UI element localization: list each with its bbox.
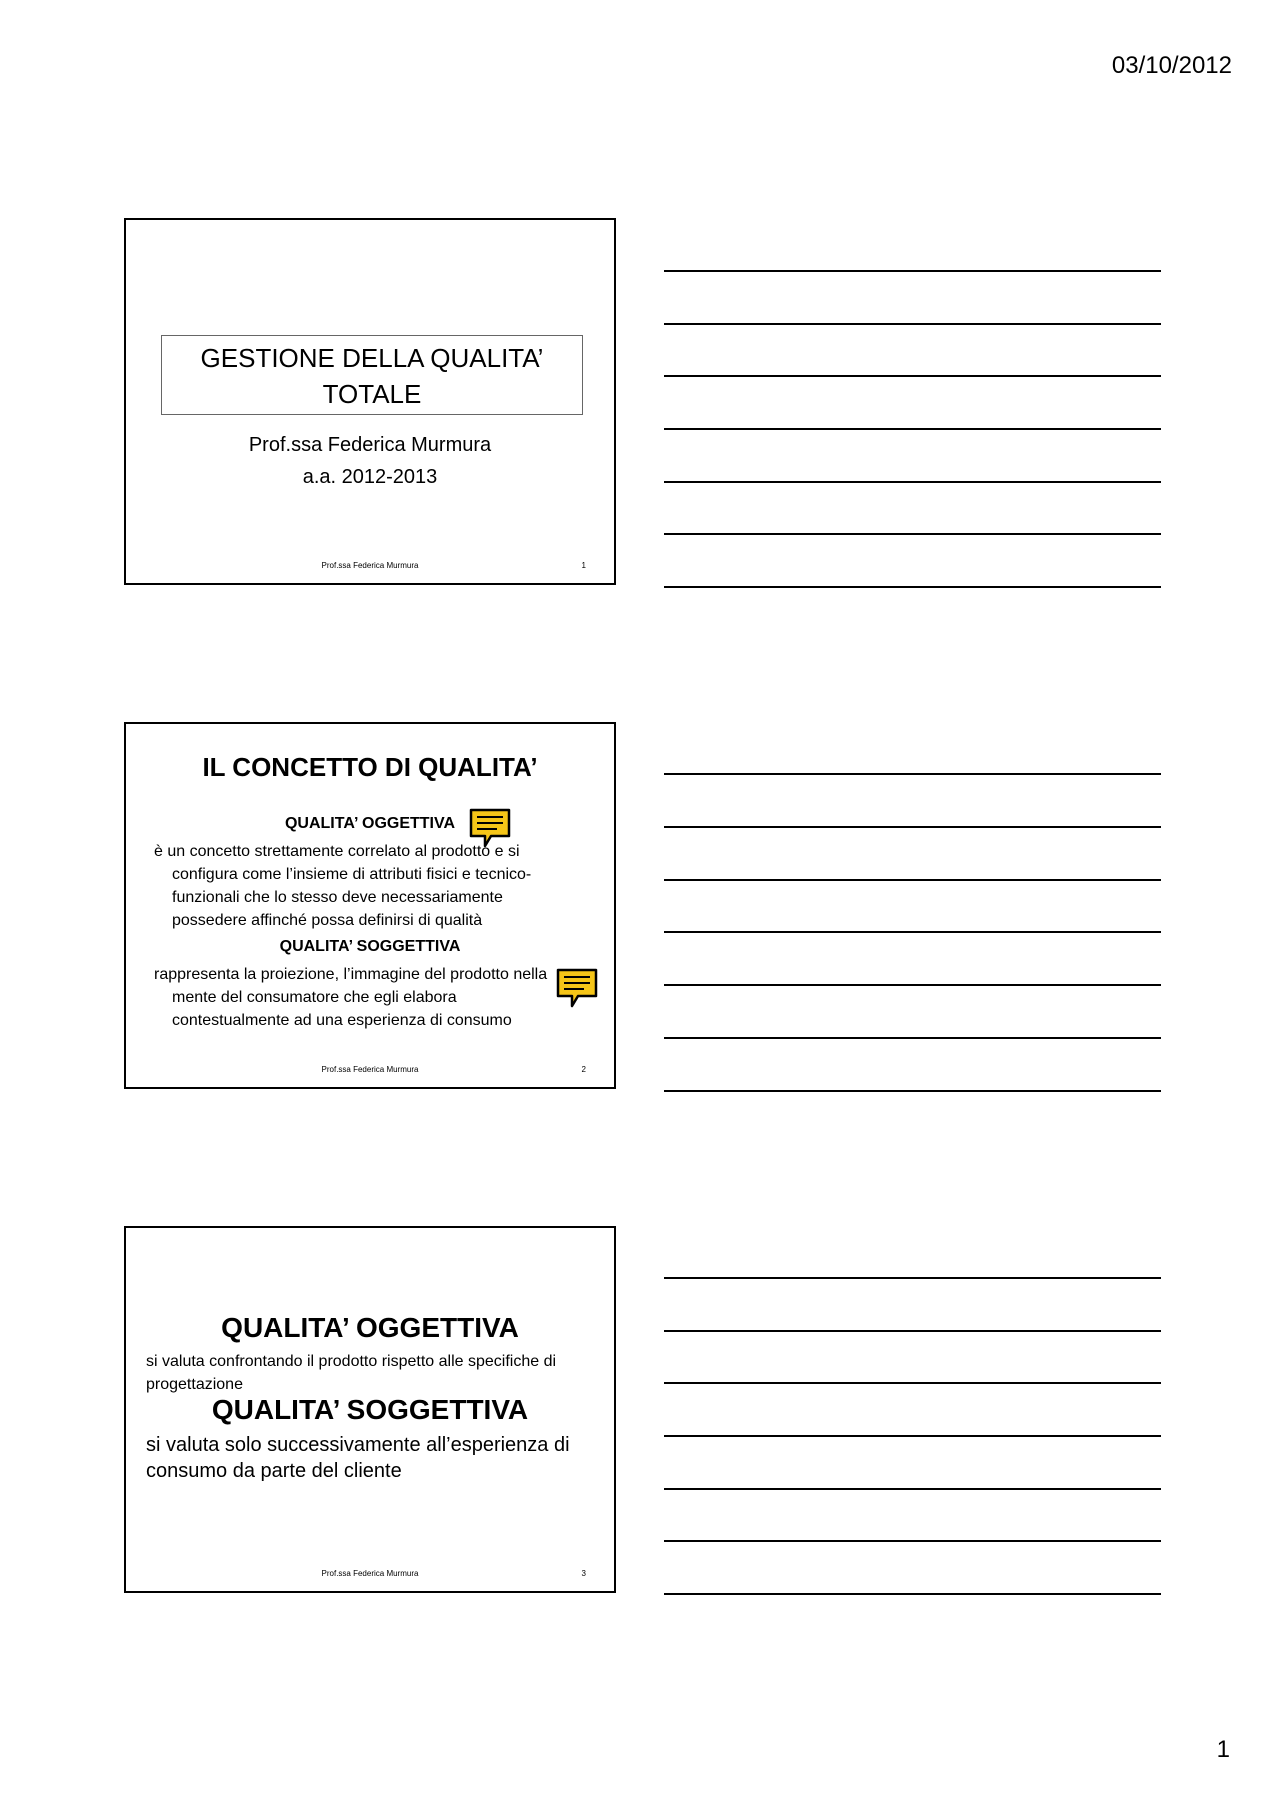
note-line <box>664 586 1161 588</box>
subjective-quality-text: rappresenta la proiezione, l’immagine del prodotto nella mente del consumatore che egli elabora contestualmente ad una esperienza di consumo <box>154 966 548 1029</box>
heading-objective-quality: QUALITA’ OGGETTIVA <box>221 1312 519 1343</box>
note-line <box>664 1593 1161 1595</box>
slide-academic-year: a.a. 2012-2013 <box>302 466 438 488</box>
note-line <box>664 1330 1161 1332</box>
footer-author: Prof.ssa Federica Murmura <box>321 561 419 570</box>
note-line <box>664 1488 1161 1490</box>
comment-note-icon[interactable] <box>554 966 600 1012</box>
heading-subjective-quality: QUALITA’ SOGGETTIVA <box>211 1394 529 1425</box>
heading-objective-quality: QUALITA’ OGGETTIVA <box>284 815 456 832</box>
footer-author: Prof.ssa Federica Murmura <box>321 1569 419 1578</box>
slide-footer <box>126 1065 614 1077</box>
note-line <box>664 270 1161 272</box>
note-line <box>664 323 1161 325</box>
slide-title: IL CONCETTO DI QUALITA’ <box>202 752 538 782</box>
note-line <box>664 1037 1161 1039</box>
note-line <box>664 879 1161 881</box>
objective-quality-text: si valuta confrontando il prodotto rispetto alle specifiche di progettazione <box>146 1353 557 1393</box>
note-line <box>664 984 1161 986</box>
slide-title-box <box>161 335 583 415</box>
note-line <box>664 1540 1161 1542</box>
slide-number: 3 <box>581 1569 586 1578</box>
slide-author: Prof.ssa Federica Murmura <box>248 434 492 456</box>
note-line <box>664 533 1161 535</box>
note-line <box>664 1435 1161 1437</box>
page-number: 1 <box>1216 1736 1230 1763</box>
note-line <box>664 375 1161 377</box>
slide-number: 1 <box>581 561 586 570</box>
slide-3 <box>124 1226 616 1593</box>
slide-number: 2 <box>581 1065 586 1074</box>
note-line <box>664 931 1161 933</box>
slide-footer <box>126 561 614 573</box>
heading-subjective-quality: QUALITA’ SOGGETTIVA <box>279 938 461 955</box>
slide-title-line-1: GESTIONE DELLA QUALITA’ <box>200 343 544 373</box>
note-line <box>664 481 1161 483</box>
slide-title-line-2: TOTALE <box>322 379 422 409</box>
objective-quality-text: è un concetto strettamente correlato al prodotto e si configura come l’insieme di attributi fisici e tecnico-funzionali che lo stesso deve necessariamente possedere affinché possa definirsi di qualità <box>154 843 532 929</box>
page-date: 03/10/2012 <box>1111 52 1232 79</box>
subjective-quality-text: si valuta solo successivamente all’esperienza di consumo da parte del cliente <box>146 1434 570 1482</box>
footer-author: Prof.ssa Federica Murmura <box>321 1065 419 1074</box>
note-line <box>664 826 1161 828</box>
note-line <box>664 1382 1161 1384</box>
note-line <box>664 773 1161 775</box>
slide-1 <box>124 218 616 585</box>
note-line <box>664 1277 1161 1279</box>
note-line <box>664 1090 1161 1092</box>
slide-2 <box>124 722 616 1089</box>
note-line <box>664 428 1161 430</box>
slide-footer <box>126 1569 614 1581</box>
